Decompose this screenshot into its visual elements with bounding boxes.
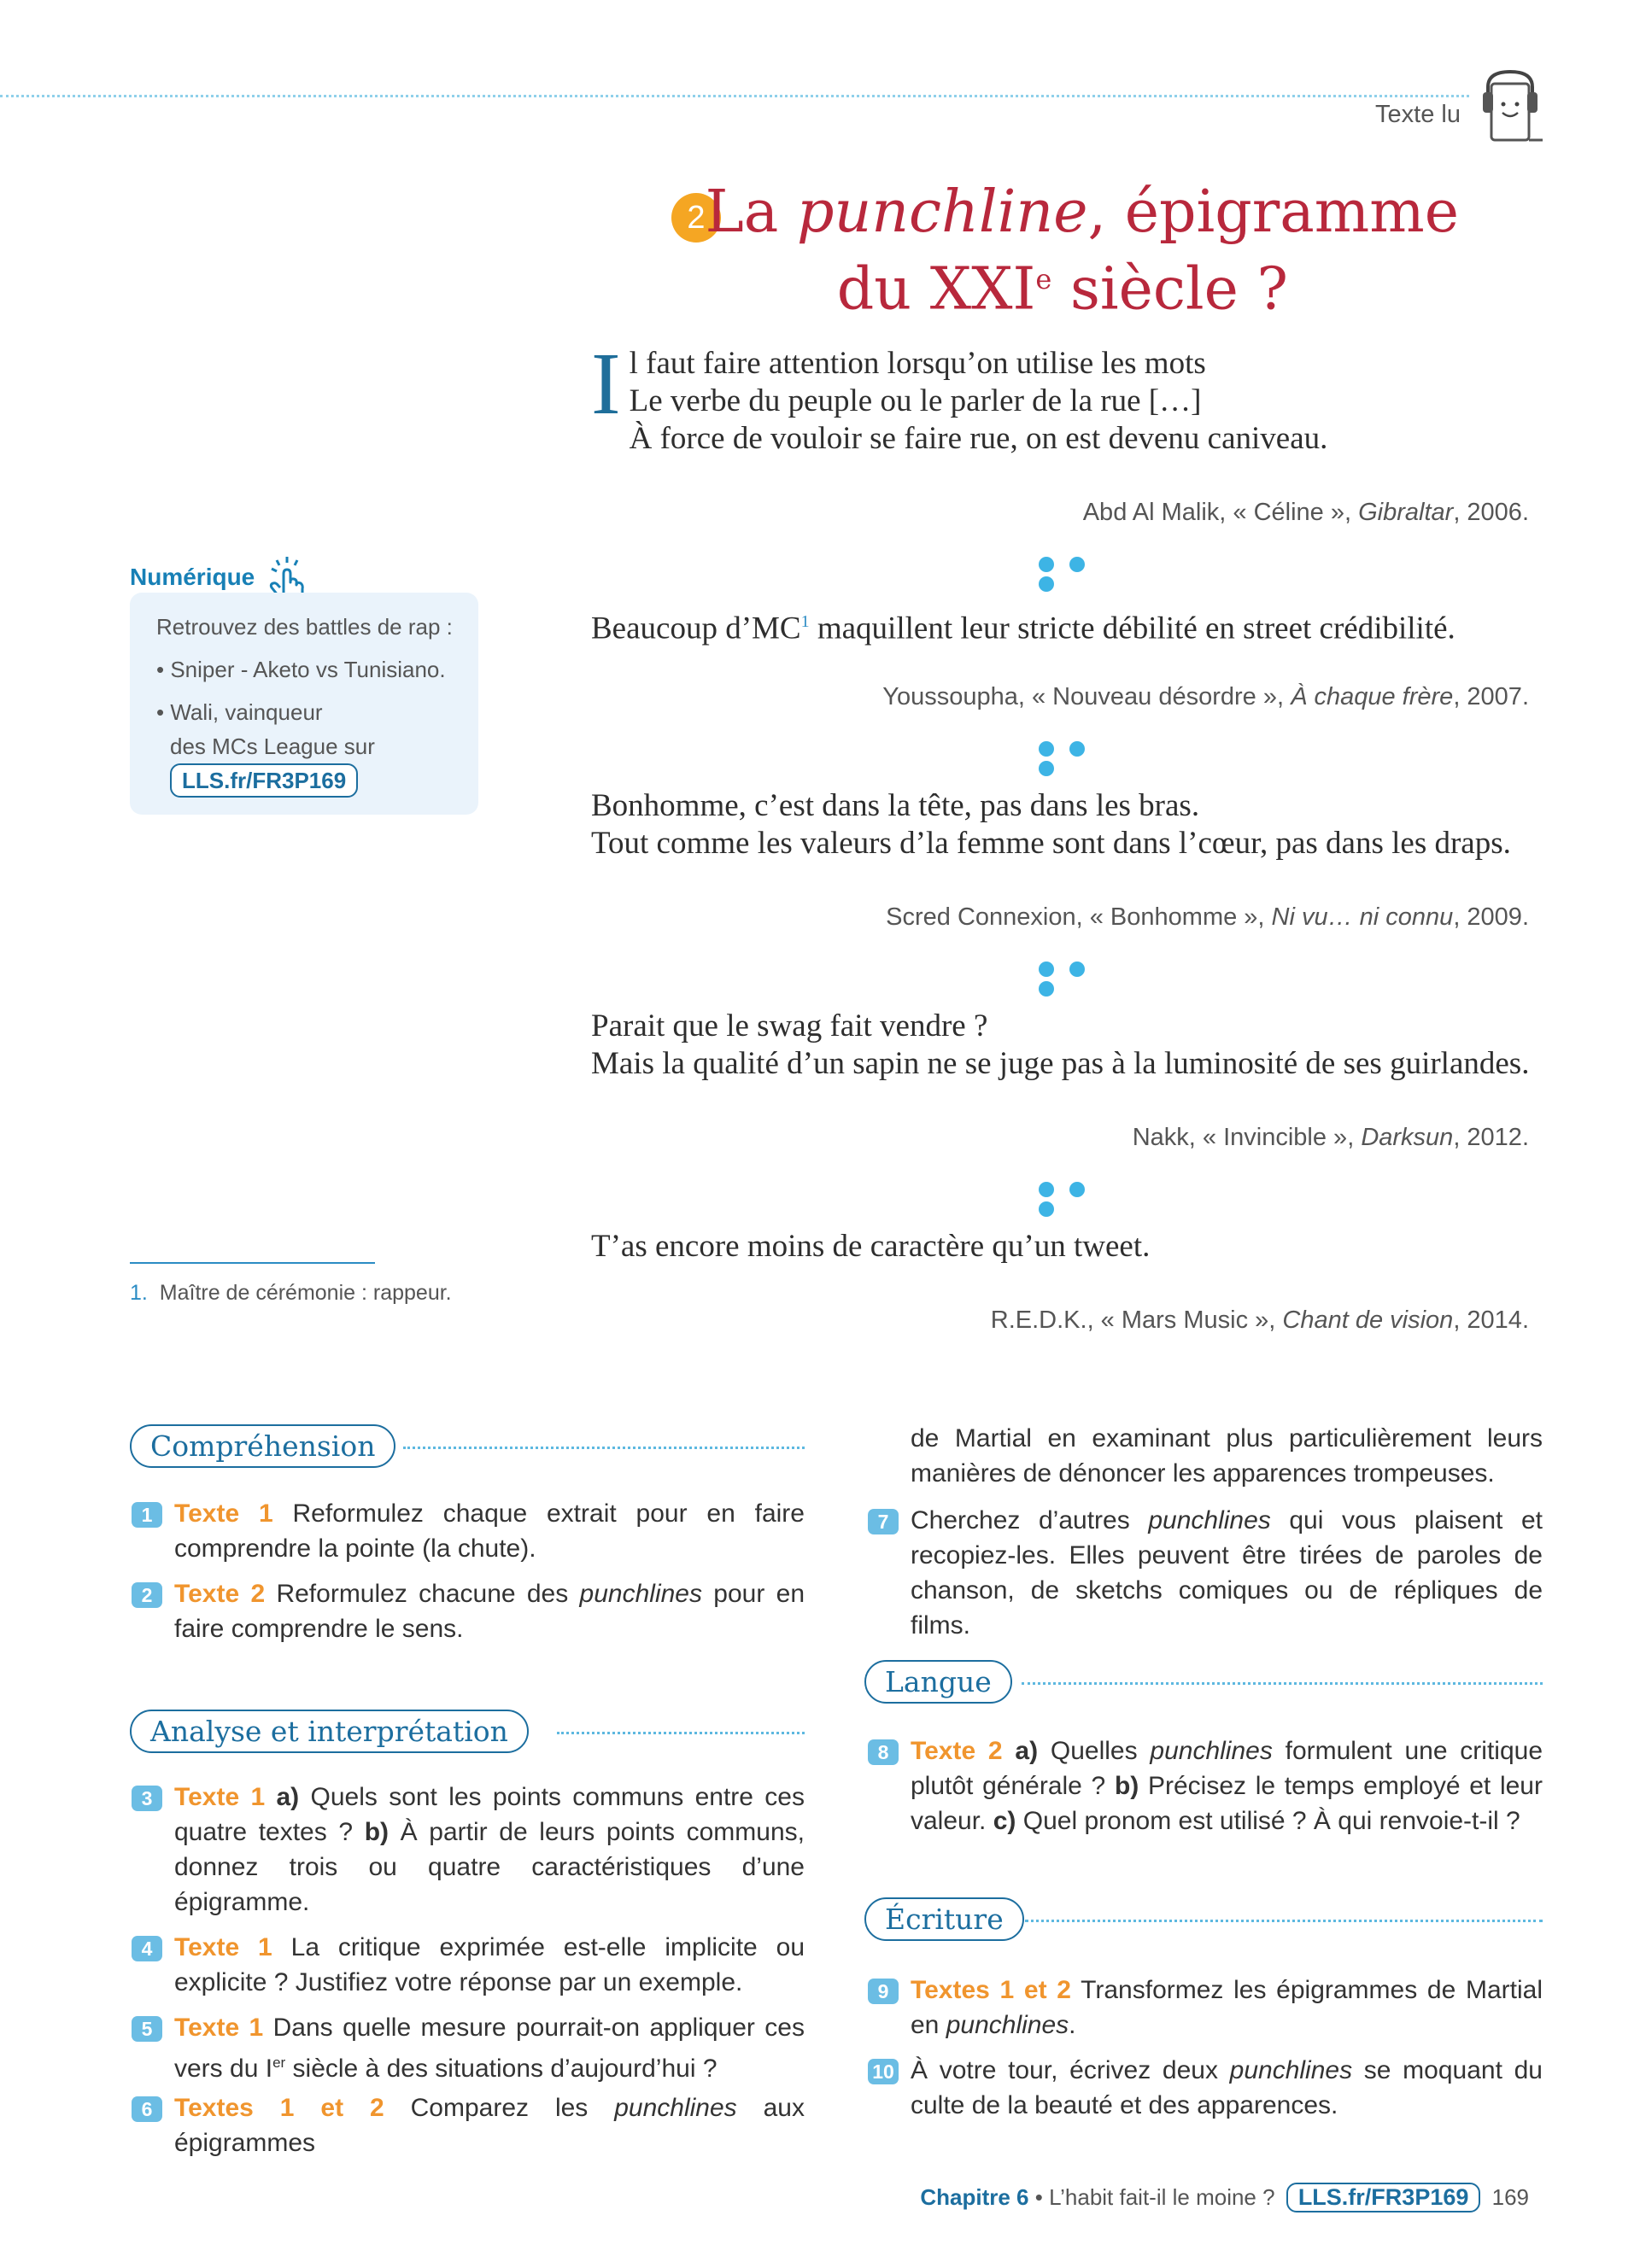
header-label: Texte lu — [1375, 101, 1461, 128]
separator-dots — [1039, 1182, 1116, 1199]
separator-dots — [1039, 962, 1116, 979]
poem-1-source: Abd Al Malik, « Céline », Gibraltar, 2006. — [1082, 499, 1529, 526]
poem-2-source: Youssoupha, « Nouveau désordre », À chaque frère, 2007. — [882, 683, 1529, 710]
exercise-4: 4 Texte 1 La critique exprimée est-elle implicite ou explicite ? Justifiez votre réponse par un exemple. — [174, 1930, 805, 2000]
footer-lls-link[interactable]: LLS.fr/FR3P169 — [1286, 2183, 1481, 2212]
exercise-5: 5 Texte 1 Dans quelle mesure pourrait-on appliquer ces vers du Ier siècle à des situations d’aujourd’hui ? — [174, 2010, 805, 2086]
numerique-intro: Retrouvez des battles de rap : — [156, 614, 453, 640]
poem-3-source: Scred Connexion, « Bonhomme », Ni vu… ni connu, 2009. — [886, 903, 1529, 931]
poem-1: I l faut faire attention lorsqu’on utilise les mots Le verbe du peuple ou le parler de la rue […] À force de vouloir se faire rue, on est devenu caniveau. — [591, 335, 1328, 456]
section-langue: Langue — [864, 1660, 1012, 1704]
drop-cap: I — [591, 335, 621, 433]
separator-dots — [1039, 741, 1116, 758]
section-dots — [1022, 1682, 1543, 1685]
poem-4: Parait que le swag fait vendre ? Mais la qualité d’un sapin ne se juge pas à la luminosité de ses guirlandes. — [591, 1008, 1530, 1081]
poem-5-source: R.E.D.K., « Mars Music », Chant de vision, 2014. — [990, 1306, 1529, 1334]
exercise-3: 3 Texte 1 a) Quels sont les points communs entre ces quatre textes ? b) À partir de leurs points communs, donnez trois ou quatre caractéristiques d’une épigramme. — [174, 1780, 805, 1920]
exercise-9: 9 Textes 1 et 2 Transformez les épigrammes de Martial en punchlines. — [911, 1973, 1543, 2043]
section-analyse: Analyse et interprétation — [130, 1710, 529, 1753]
section-dots — [1025, 1920, 1543, 1922]
lls-link[interactable]: LLS.fr/FR3P169 — [170, 763, 358, 798]
exercise-6: 6 Textes 1 et 2 Comparez les punchlines aux épigrammes — [174, 2090, 805, 2160]
numerique-item: des MCs League sur — [170, 734, 375, 759]
poem-5: T’as encore moins de caractère qu’un tweet. — [591, 1229, 1151, 1264]
page-footer: Chapitre 6 • L’habit fait-il le moine ? LLS.fr/FR3P169 169 — [920, 2183, 1529, 2212]
exercise-7: 7 Cherchez d’autres punchlines qui vous plaisent et recopiez-les. Elles peuvent être tirées de paroles de chanson, de sketchs comiques ou de répliques de films. — [911, 1503, 1543, 1643]
exercise-8: 8 Texte 2 a) Quelles punchlines formulent une critique plutôt générale ? b) Précisez le temps employé et leur valeur. c) Quel pronom est utilisé ? À qui renvoie-t-il ? — [911, 1733, 1543, 1838]
numerique-item: • Wali, vainqueur — [156, 699, 323, 725]
numerique-title: Numérique — [130, 564, 255, 590]
headphones-listener-icon — [1476, 67, 1544, 145]
numerique-item: • Sniper - Aketo vs Tunisiano. — [156, 657, 446, 682]
poem-3: Bonhomme, c’est dans la tête, pas dans les bras. Tout comme les valeurs d’la femme sont dans l’cœur, pas dans les draps. — [591, 788, 1511, 861]
header-dotted-rule — [0, 95, 1469, 97]
footnote: 1. Maître de cérémonie : rappeur. — [130, 1281, 452, 1305]
separator-dots — [1039, 557, 1116, 574]
exercise-2: 2 Texte 2 Reformulez chacune des punchlines pour en faire comprendre le sens. — [174, 1576, 805, 1646]
footnote-rule — [130, 1262, 375, 1264]
text-number-badge: 2 — [671, 193, 721, 243]
section-comprehension: Compréhension — [130, 1424, 395, 1468]
exercise-10: 10 À votre tour, écrivez deux punchlines se moquant du culte de la beauté et des apparences. — [911, 2053, 1543, 2123]
page-number: 169 — [1491, 2184, 1529, 2210]
exercise-6-continued: de Martial en examinant plus particulièrement leurs manières de dénoncer les apparences trompeuses. — [911, 1424, 1543, 1488]
poem-2: Beaucoup $d’MC^1$ maquillent leur stricte débilité en street crédibilité. — [591, 611, 1456, 646]
section-ecriture: Écriture — [864, 1897, 1024, 1941]
exercise-1: 1 Texte 1 Reformulez chaque extrait pour en faire comprendre la pointe (la chute). — [174, 1496, 805, 1566]
page-title: La punchline, épigramme du XXIe siècle ? — [705, 178, 1459, 324]
section-dots — [403, 1447, 805, 1449]
poem-4-source: Nakk, « Invincible », Darksun, 2012. — [1132, 1124, 1529, 1151]
section-dots — [557, 1732, 805, 1734]
